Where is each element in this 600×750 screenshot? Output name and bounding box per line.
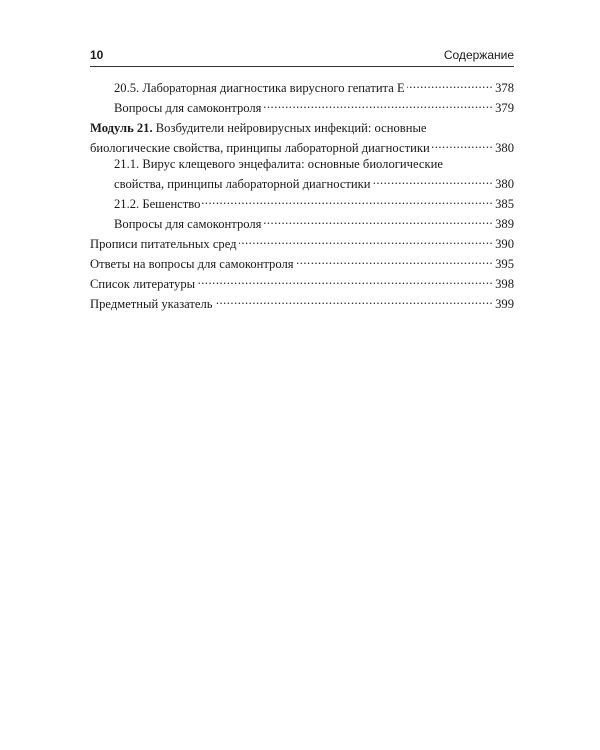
toc-entry-text: Ответы на вопросы для самоконтроля: [90, 257, 294, 271]
toc-entry-text: Вопросы для самоконтроля: [114, 217, 262, 231]
toc-entry-page: 385: [495, 197, 514, 211]
toc-entry-text: Вопросы для самоконтроля: [114, 101, 262, 115]
toc-entry-21-2[interactable]: [90, 192, 514, 212]
toc-module-21-line1[interactable]: [90, 120, 514, 136]
toc-entry-page: 380: [495, 177, 514, 191]
toc-entry-21-questions[interactable]: [90, 212, 514, 232]
toc-entry-text: 20.5. Лабораторная диагностика вирусного гепатита Е: [114, 81, 405, 95]
toc-entry-21-1-line2[interactable]: [90, 172, 514, 192]
leader-dots: [263, 96, 493, 112]
module-title-part2: биологические свойства, принципы лабораторной диагностики: [90, 141, 430, 155]
toc-entry-page: 390: [495, 237, 514, 251]
leader-dots: [197, 272, 493, 288]
toc-entry-subject-index[interactable]: [90, 292, 514, 312]
toc-entry-text: Список литературы: [90, 277, 196, 291]
leader-dots: [239, 232, 494, 248]
leader-dots: [215, 292, 494, 308]
toc-entry-literature[interactable]: [90, 272, 514, 292]
toc-entry-text: свойства, принципы лабораторной диагностики: [114, 177, 371, 191]
toc-entry-text: Предметный указатель: [90, 297, 213, 311]
leader-dots: [296, 252, 494, 268]
toc-entry-page: 380: [495, 141, 514, 155]
section-title: Содержание: [443, 48, 514, 62]
toc-entry-text: 21.2. Бешенство: [114, 197, 201, 211]
toc-entry-20-5[interactable]: [90, 76, 514, 96]
toc-entry-page: 398: [495, 277, 514, 291]
toc-entry-page: 389: [495, 217, 514, 231]
page-number: 10: [90, 48, 104, 62]
toc-entry-text: Прописи питательных сред: [90, 237, 237, 251]
leader-dots: [263, 212, 493, 228]
toc-entry-page: 379: [495, 101, 514, 115]
leader-dots: [432, 136, 493, 152]
leader-dots: [373, 172, 494, 188]
toc-entry-page: 399: [495, 297, 514, 311]
toc-entry-answers[interactable]: [90, 252, 514, 272]
module-title-part1: Возбудители нейровирусных инфекций: основные: [155, 121, 427, 135]
toc-entry-nutrient-media[interactable]: [90, 232, 514, 252]
toc-module-21-line2[interactable]: [90, 136, 514, 156]
leader-dots: [202, 192, 493, 208]
toc-entry-text: 21.1. Вирус клещевого энцефалита: основные биологические: [114, 157, 443, 171]
toc-entry-page: 378: [495, 81, 514, 95]
page-header: [90, 46, 514, 67]
leader-dots: [407, 76, 493, 92]
toc-entry-21-1-line1[interactable]: [90, 156, 514, 172]
toc-entry-page: 395: [495, 257, 514, 271]
module-label: Модуль 21.: [90, 121, 153, 135]
table-of-contents: [90, 76, 514, 312]
toc-entry-20-questions[interactable]: [90, 96, 514, 116]
